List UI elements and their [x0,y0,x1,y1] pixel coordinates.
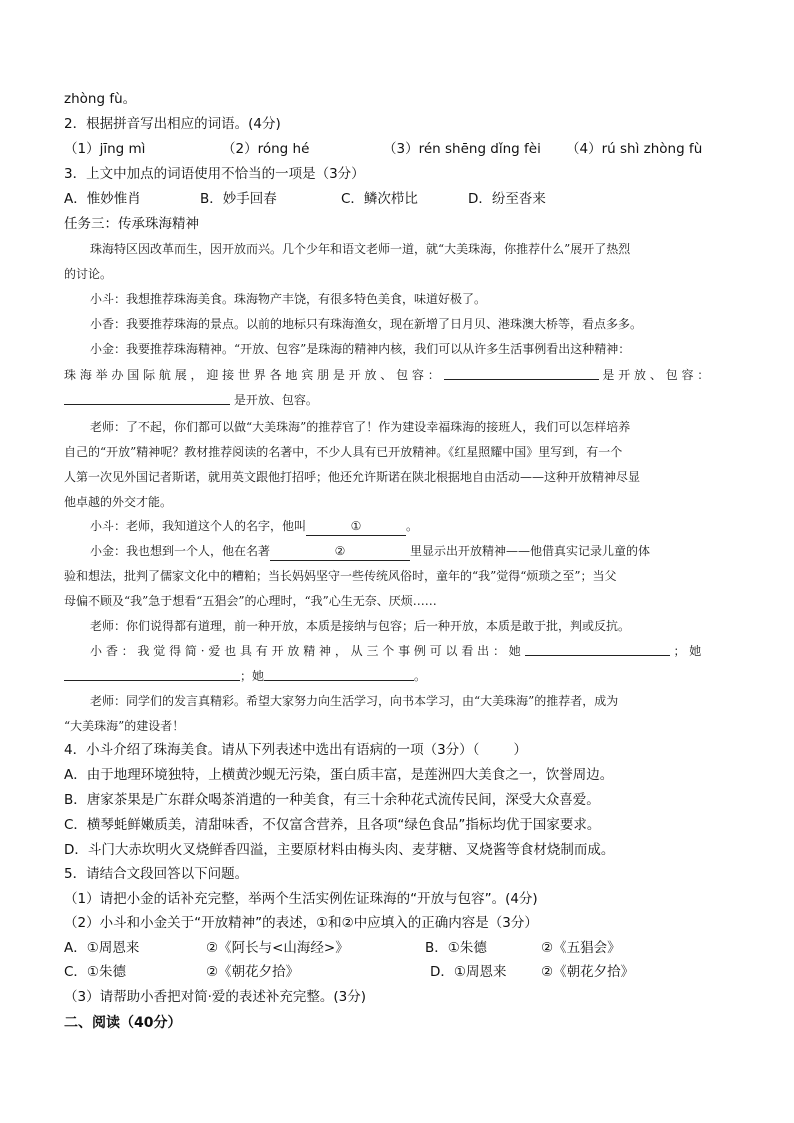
teacher-closing-line-1: 老师：同学们的发言真精彩。希望大家努力向生活学习，向书本学习，由“大美珠海”的推荐者，成为 [90,694,619,708]
answer-blank-1[interactable] [444,366,599,380]
question-3: 3．上文中加点的词语使用不恰当的一项是（3分） [64,166,365,182]
xiaoxiang-answer-end: 。 [414,669,427,683]
question-4 [64,741,527,759]
xiaojin-answer-line-1 [90,542,650,561]
xiaojin-answer-line-3: 母偏不顾及“我”急于想看“五猖会”的心理时，“我”心生无奈、厌烦…… [64,594,437,608]
answer-blank-2[interactable] [64,391,230,405]
xiaoxiang-line: 小香：我要推荐珠海的景点。以前的地标只有珠海渔女，现在新增了日月贝、港珠澳大桥等，看点多多。 [90,317,643,331]
question-2: 2．根据拼音写出相应的词语。(4分) [64,116,281,132]
xiaoxiang-answer-line-2 [64,667,426,685]
xiaodou-answer-text: 小斗：老师，我知道这个人的名字，他叫 [90,519,307,533]
task-3-heading: 任务三：传承珠海精神 [64,216,199,232]
q5-2-option-a-1: A．①周恩来 [64,940,140,956]
question-2-option-3: （3）rén shēng dǐng fèi [383,141,541,157]
q5-2-option-b-1: B．①朱德 [425,940,487,956]
question-2-option-4: （4）rú shì zhòng fù [566,141,703,157]
question-4-option-c: C．横琴蚝鲜嫩质美，清甜味香，不仅富含营养，且各项“绿色食品”指标均优于国家要求。 [64,817,601,833]
xiaojin-line-2-tail: 是 开 放 、 包 容 ： [602,368,710,382]
q5-2-option-c-2: ②《朝花夕拾》 [206,964,300,980]
xiaojin-answer-tail: 里显示出开放精神——他借真实记录儿童的体 [410,544,651,558]
q5-2-option-a-2: ②《阿长与<山海经>》 [206,940,349,956]
section-2-heading: 二、阅读（40分） [64,1015,182,1031]
xiaojin-line-3 [64,391,318,409]
xiaoxiang-answer-line-1 [90,642,701,660]
xiaodou-answer-line [90,517,418,536]
teacher-line-3: 人第一次见外国记者斯诺，就用英文跟他打招呼；他还允许斯诺在陕北根据地自由活动——这种开放精神尽显 [64,470,641,484]
question-2-option-2: （2）róng hé [222,141,310,157]
question-5: 5．请结合文段回答以下问题。 [64,866,249,882]
question-4-option-d: D．斗门大赤坎明火叉烧鲜香四溢，主要原材料由梅头肉、麦芽糖、叉烧酱等食材烧制而成。 [64,842,615,858]
xiaodou-answer-tail: 。 [406,519,419,533]
question-4-text: 4．小斗介绍了珠海美食。请从下列表述中选出有语病的一项（3分）（ [64,742,480,758]
xiaojin-answer-line-2: 验和想法，批判了儒家文化中的糟粕；当长妈妈坚守一些传统风俗时，童年的“我”觉得“烦琐之至”；当父 [64,569,617,583]
intro-line-1: 珠海特区因改革而生，因开放而兴。几个少年和语文老师一道，就“大美珠海，你推荐什么”展开了热烈 [90,242,631,256]
question-3-option-b: B．妙手回春 [200,191,277,207]
answer-blank-marker-1[interactable]: ① [306,517,406,536]
question-5-part-3: （3）请帮助小香把对简·爱的表述补充完整。(3分) [64,989,367,1005]
pinyin-line-end: zhòng fù。 [64,91,137,107]
question-5-part-1: （1）请把小金的话补充完整，举两个生活实例佐证珠海的“开放与包容”。(4分) [64,891,538,907]
teacher-line-1: 老师：了不起，你们都可以做“大美珠海”的推荐官了！作为建设幸福珠海的接班人，我们可以怎样培养 [90,420,631,434]
question-3-option-d: D．纷至沓来 [468,191,546,207]
q5-2-option-d-2: ②《朝花夕拾》 [541,964,635,980]
q5-2-option-c-1: C．①朱德 [64,964,127,980]
xiaojin-line-3-tail: 是开放、包容。 [233,393,318,407]
q5-2-option-d-1: D．①周恩来 [430,964,507,980]
xiaojin-line-2 [64,366,709,384]
question-3-option-c: C．鳞次栉比 [341,191,418,207]
xiaodou-line: 小斗：我想推荐珠海美食。珠海物产丰饶，有很多特色美食，味道好极了。 [90,292,487,306]
answer-blank-5[interactable] [264,667,414,681]
answer-blank-4[interactable] [64,667,240,681]
intro-line-2: 的讨论。 [64,267,113,281]
xiaoxiang-answer-mid: ； 她 [673,644,702,658]
teacher-line-2: 自己的“开放”精神呢？教材推荐阅读的名著中，不少人具有已开放精神。《红星照耀中国》里写到，有一个 [64,445,623,459]
question-3-option-a: A．惟妙惟肖 [64,191,141,207]
teacher-summary-line: 老师：你们说得都有道理，前一种开放，本质是接纳与包容；后一种开放，本质是敢于批，判或反抗。 [90,619,631,633]
answer-blank-3[interactable] [525,642,670,656]
question-4-option-b: B．唐家茶果是广东群众喝茶消遣的一种美食，有三十余种花式流传民间，深受大众喜爱。 [64,792,600,808]
question-4-option-a: A．由于地理环境独特，上横黄沙蚬无污染，蛋白质丰富，是莲洲四大美食之一，饮誉周边。 [64,767,614,783]
question-2-option-1: （1）jīng mì [64,141,146,157]
answer-blank-marker-2[interactable]: ② [270,542,410,561]
question-5-part-2: （2）小斗和小金关于“开放精神”的表述，①和②中应填入的正确内容是（3分） [64,915,538,931]
xiaoxiang-answer-sep: ；她 [240,669,265,683]
xiaojin-answer-text: 小金：我也想到一个人，他在名著 [90,544,271,558]
xiaojin-line-1: 小金：我要推荐珠海精神。“开放、包容”是珠海的精神内核，我们可以从许多生活事例看出这种精神： [90,342,631,356]
question-4-close: ） [513,742,527,758]
xiaojin-line-2-text: 珠 海 举 办 国 际 航 展 ， 迎 接 世 界 各 地 宾 朋 是 开 放 、 包 容 ： [64,368,440,382]
teacher-line-4: 他卓越的外交才能。 [64,495,173,509]
teacher-closing-line-2: “大美珠海”的建设者！ [64,719,185,733]
xiaoxiang-answer-text: 小 香 ： 我 觉 得 简 · 爱 也 具 有 开 放 精 神 ， 从 三 个 事 例 可 以 看 出 ： 她 [90,644,521,658]
q5-2-option-b-2: ②《五猖会》 [541,940,621,956]
